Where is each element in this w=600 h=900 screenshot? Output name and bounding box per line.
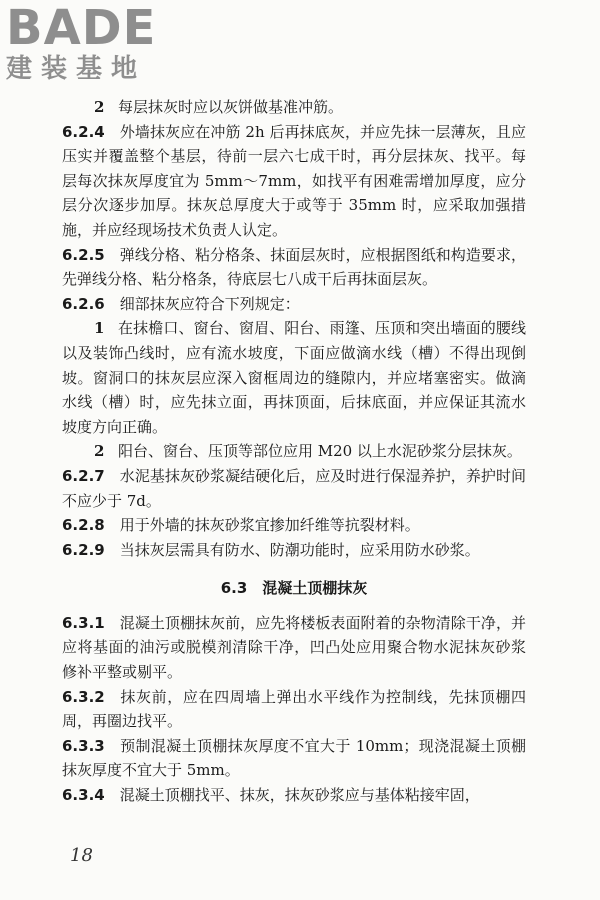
clause-6-2-8 bbox=[62, 513, 526, 538]
clause-text: 抹灰前，应在四周墙上弹出水平线作为控制线，先抹顶棚四周，再圈边找平。 bbox=[62, 687, 526, 731]
section-6-2-continued bbox=[62, 95, 526, 562]
clause-number: 6.2.9 bbox=[62, 540, 105, 559]
bade-watermark-logo bbox=[6, 0, 206, 94]
clause-text: 每层抹灰时应以灰饼做基准冲筋。 bbox=[117, 98, 343, 116]
clause-6-2-4 bbox=[62, 120, 526, 243]
clause-6-3-4 bbox=[62, 783, 526, 808]
clause-text: 外墙抹灰应在冲筋 2h 后再抹底灰，并应先抹一层薄灰，且应压实并覆盖整个基层，待前一层六七成干时，再分层抹灰、找平。每层每次抹灰厚度宜为 5mm～7mm，如找平有困难需增加厚度，应分层分次逐步加厚。抹灰总厚度大于或等于 35mm 时，应采取加强措施，并应经现场技术负责人认定。 bbox=[62, 122, 526, 239]
clause-6-2-9 bbox=[62, 538, 526, 563]
clause-number: 6.2.5 bbox=[62, 245, 105, 264]
clause-text: 细部抹灰应符合下列规定： bbox=[119, 294, 300, 313]
document-body bbox=[62, 95, 526, 808]
clause-6-2-6 bbox=[62, 292, 526, 317]
watermark-subtitle: 建装基地 bbox=[6, 54, 147, 84]
clause-number: 6.3.3 bbox=[62, 736, 105, 755]
item-number: 2 bbox=[94, 442, 105, 461]
clause-text: 在抹檐口、窗台、窗眉、阳台、雨篷、压顶和突出墙面的腰线以及装饰凸线时，应有流水坡度，下面应做滴水线（槽）不得出现倒坡。窗洞口的抹灰层应深入窗框周边的缝隙内，并应堵塞密实。做滴水线（槽）时，应先抹立面，再抹顶面，后抹底面，并应保证其流水坡度方向正确。 bbox=[62, 319, 526, 436]
clause-text: 阳台、窗台、压顶等部位应用 M20 以上水泥砂浆分层抹灰。 bbox=[117, 442, 522, 461]
clause-text: 混凝土顶棚找平、抹灰，抹灰砂浆应与基体粘接牢固， bbox=[119, 786, 480, 805]
clause-number: 6.3.2 bbox=[62, 687, 105, 706]
clause-6-3-3 bbox=[62, 734, 526, 783]
item-number: 1 bbox=[94, 319, 105, 338]
clause-text: 预制混凝土顶棚抹灰厚度不宜大于 10mm；现浇混凝土顶棚抹灰厚度不宜大于 5mm。 bbox=[62, 736, 526, 780]
clause-number: 6.3.1 bbox=[62, 613, 105, 632]
watermark-brand: BADE bbox=[6, 0, 157, 56]
clause-6-2-7 bbox=[62, 464, 526, 513]
clause-text: 用于外墙的抹灰砂浆宜掺加纤维等抗裂材料。 bbox=[119, 516, 420, 535]
list-item bbox=[62, 316, 526, 439]
page-number: 18 bbox=[70, 845, 93, 866]
clause-text: 当抹灰层需具有防水、防潮功能时，应采用防水砂浆。 bbox=[119, 540, 480, 559]
clause-6-3-1 bbox=[62, 611, 526, 685]
clause-6-2-5 bbox=[62, 243, 526, 292]
clause-number: 6.2.6 bbox=[62, 294, 105, 313]
item-number: 2 bbox=[94, 98, 105, 116]
clause-text: 弹线分格、粘分格条、抹面层灰时，应根据图纸和构造要求，先弹线分格、粘分格条，待底层七八成干后再抹面层灰。 bbox=[62, 245, 526, 289]
clause-6-3-2 bbox=[62, 685, 526, 734]
clause-text: 水泥基抹灰砂浆凝结硬化后，应及时进行保湿养护，养护时间不应少于 7d。 bbox=[62, 466, 526, 510]
section-heading-6-3: 6.3 混凝土顶棚抹灰 bbox=[220, 579, 368, 598]
list-item bbox=[62, 439, 526, 464]
list-item bbox=[62, 95, 526, 120]
clause-number: 6.2.4 bbox=[62, 122, 105, 141]
clause-number: 6.2.8 bbox=[62, 516, 105, 535]
clause-number: 6.2.7 bbox=[62, 466, 105, 485]
clause-text: 混凝土顶棚抹灰前，应先将楼板表面附着的杂物清除干净，并应将基面的油污或脱模剂清除干净，凹凸处应用聚合物水泥抹灰砂浆修补平整或剔平。 bbox=[62, 613, 526, 682]
clause-number: 6.3.4 bbox=[62, 786, 105, 805]
section-6-3 bbox=[62, 611, 526, 808]
